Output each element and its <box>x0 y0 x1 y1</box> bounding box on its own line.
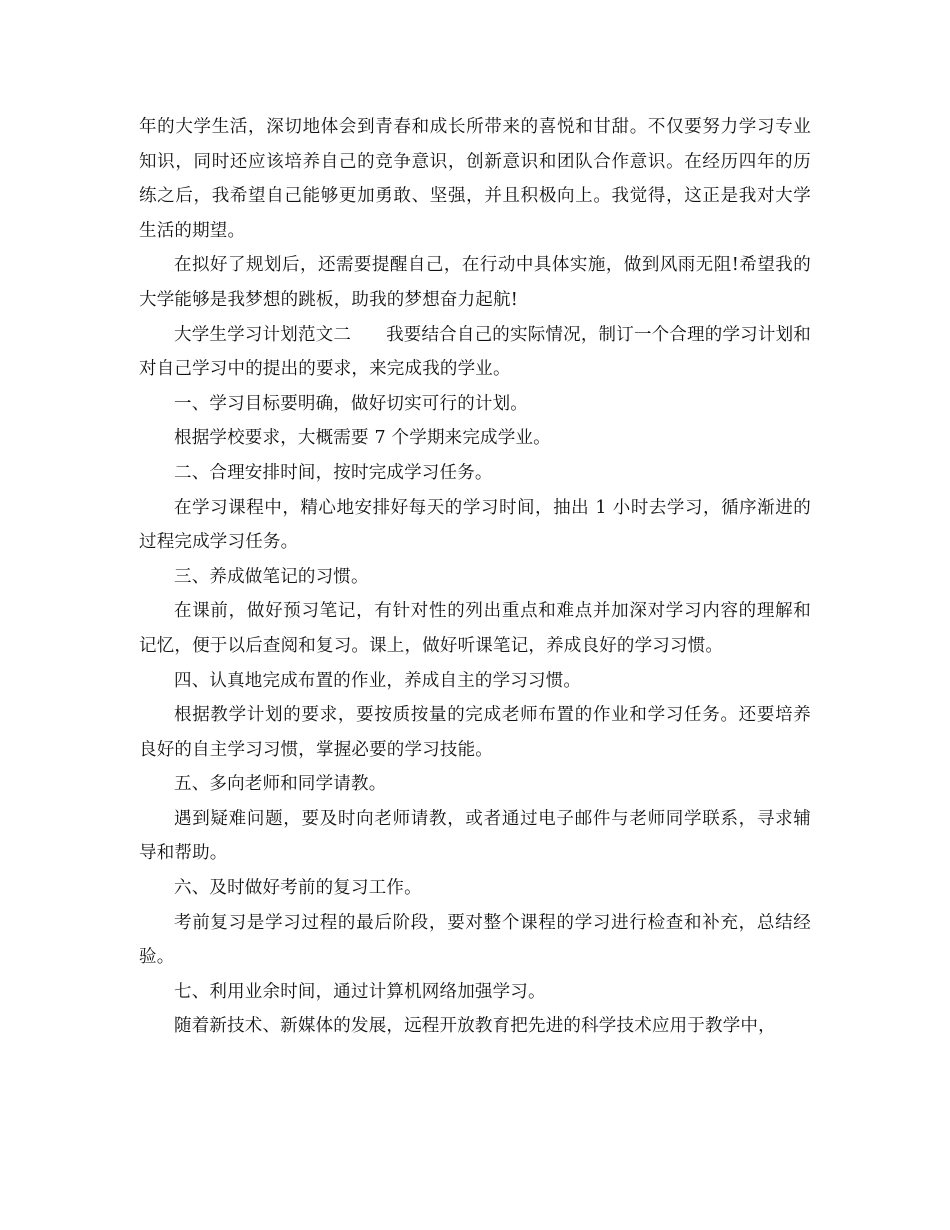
paragraph: 随着新技术、新媒体的发展，远程开放教育把先进的科学技术应用于教学中， <box>174 1016 776 1037</box>
paragraph: 年的大学生活，深切地体会到青春和成长所带来的喜悦和甘甜。不仅要努力学习专业知识，同时还应该培养自己的竞争意识，创新意识和团队合作意识。在经历四年的历练之后，我希望自己能够更加勇敢、坚强，并且积极向上。我觉得，这正是我对大学生活的期望。 <box>139 117 811 241</box>
paragraph: 考前复习是学习过程的最后阶段，要对整个课程的学习进行检查和补充，总结经验。 <box>139 912 811 968</box>
paragraph: 在学习课程中，精心地安排好每天的学习时间，抽出 1 小时去学习，循序渐进的过程完成学习任务。 <box>139 497 811 553</box>
section-intro-paragraph <box>139 318 811 387</box>
list-heading: 二、合理安排时间，按时完成学习任务。 <box>174 462 493 483</box>
paragraph: 根据教学计划的要求，要按质按量的完成老师布置的作业和学习任务。还要培养良好的自主学习习惯，掌握必要的学习技能。 <box>139 705 811 760</box>
paragraph: 在课前，做好预习笔记，有针对性的列出重点和难点并加深对学习内容的理解和记忆，便于以后查阅和复习。课上，做好听课笔记，养成良好的学习习惯。 <box>139 601 811 656</box>
paragraph: 在拟好了规划后，还需要提醒自己，在行动中具体实施，做到风雨无阻!希望我的大学能够是我梦想的跳板，助我的梦想奋力起航! <box>139 255 811 310</box>
section-heading: 大学生学习计划范文二 <box>174 324 352 345</box>
list-heading: 六、及时做好考前的复习工作。 <box>174 878 422 899</box>
list-heading: 七、利用业余时间，通过计算机网络加强学习。 <box>174 981 546 1002</box>
paragraph: 根据学校要求，大概需要 7 个学期来完成学业。 <box>174 428 551 449</box>
document-body <box>139 110 811 1044</box>
list-heading: 一、学习目标要明确，做好切实可行的计划。 <box>174 393 528 414</box>
list-heading: 五、多向老师和同学请教。 <box>174 774 387 795</box>
list-heading: 三、养成做笔记的习惯。 <box>174 566 369 587</box>
section-intro-text: 我要结合自己的实际情况，制订一个合理的学习计划和对自己学习中的提出的要求，来完成我的学业。 <box>139 324 811 380</box>
paragraph: 遇到疑难问题，要及时向老师请教，或者通过电子邮件与老师同学联系，寻求辅导和帮助。 <box>139 808 811 864</box>
list-heading: 四、认真地完成布置的作业，养成自主的学习习惯。 <box>174 670 582 691</box>
